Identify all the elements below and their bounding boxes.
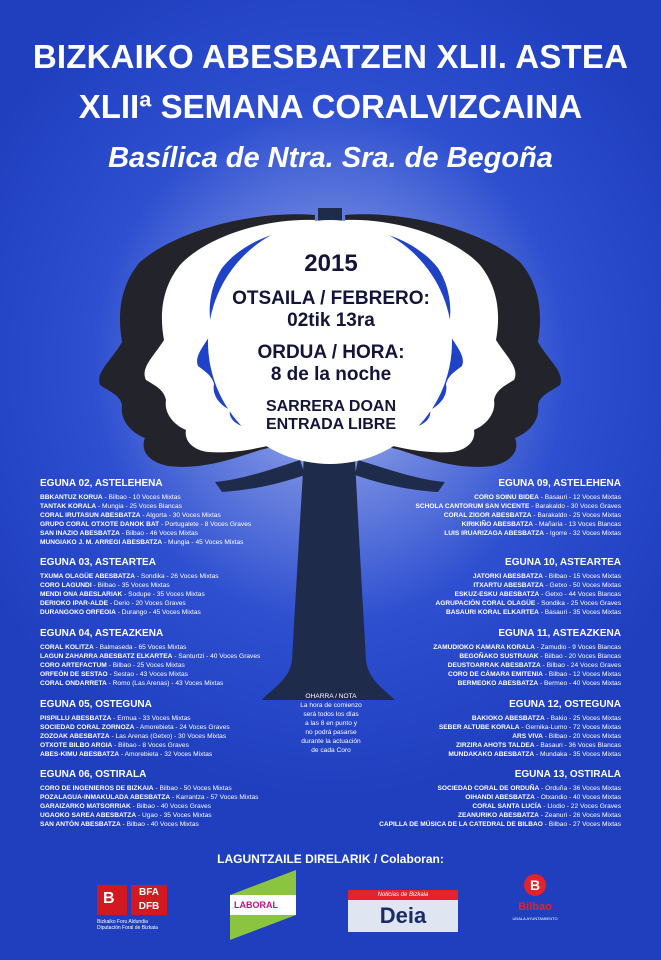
choir-row: BEGOÑAKO SUSTRAIAK - Bilbao - 20 Voces Blancas: [459, 653, 621, 661]
note-line: La hora de comienzo: [300, 702, 362, 709]
choir-row: DERIOKO IPAR-ALDE - Derio - 20 Voces Graves: [40, 600, 186, 608]
day-heading: EGUNA 11, ASTEAZKENA: [498, 628, 621, 639]
choir-row: CORO ARTEFACTUM - Bilbao - 25 Voces Mixtas: [40, 662, 185, 670]
choir-row: CORAL KOLITZA - Balmaseda - 65 Voces Mixtas: [40, 644, 187, 651]
choir-row: SAN INAZIO ABESBATZA - Bilbao - 46 Voces Mixtas: [40, 530, 198, 538]
laboral-label-box: LABORAL: [230, 895, 296, 915]
choir-row: DEUSTOARRAK ABESBATZA - Bilbao - 24 Voces Graves: [447, 662, 621, 670]
choir-row: POZALAGUA-INMAKULADA ABESBATZA - Karrantza - 57 Voces Mixtas: [40, 794, 259, 802]
bilbao-logo: [510, 874, 560, 944]
bilbao-name: Bilbao: [518, 901, 552, 913]
event-dates: 02tik 13ra: [287, 310, 375, 331]
bilbao-subtitle: UDALA AYUNTAMIENTO: [512, 916, 558, 921]
choir-row: KIRIKIÑO ABESBATZA - Mañaria - 13 Voces Blancas: [461, 521, 621, 529]
laboral-kutxa-logo: [230, 870, 296, 940]
note-line: de cada Coro: [311, 747, 351, 754]
choir-row: MUNDAKAKO ABESBATZA - Mundaka - 35 Voces Mixtas: [448, 751, 621, 759]
choir-row: LAGUN ZAHARRA ABESBATZ ELKARTEA - Santurtzi - 40 Voces Graves: [40, 653, 261, 661]
day-heading: EGUNA 06, OSTIRALA: [40, 769, 147, 780]
choir-row: ITXARTU ABESBATZA - Getxo - 50 Voces Mixtas: [473, 582, 621, 590]
day-block-02: [40, 478, 310, 548]
deia-tagline: Noticias de Bizkaia: [348, 890, 458, 900]
choir-row: AGRUPACIÓN CORAL OLAGÜE - Sondika - 25 Voces Graves: [435, 600, 621, 608]
choir-row: ZAMUDIOKO KAMARA KORALA - Zamudio - 9 Voces Blancas: [433, 644, 621, 651]
choir-row: BBKANTUZ KORUA - Bilbao - 10 Voces Mixtas: [40, 494, 181, 501]
choir-row: UGAOKO SAREA ABESBATZA - Ugao - 35 Voces Mixtas: [40, 812, 212, 820]
choir-row: OIHANDI ABESBATZA - Otxandio - 40 Voces Mixtas: [465, 794, 621, 802]
choir-row: CORAL ONDARRETA - Romo (Las Arenas) - 43 Voces Mixtas: [40, 680, 224, 688]
choir-row: ABES-KIMU ABESBATZA - Amorebieta - 32 Voces Mixtas: [40, 751, 213, 759]
event-year: 2015: [304, 250, 358, 277]
choir-row: MENDI ONA ABESLARIAK - Sodupe - 35 Voces Mixtas: [40, 591, 205, 599]
day-heading: EGUNA 09, ASTELEHENA: [498, 478, 621, 489]
deia-logo: [348, 890, 458, 932]
choir-row: SOCIEDAD CORAL DE ORDUÑA - Orduña - 36 Voces Mixtas: [437, 785, 621, 792]
note-line: durante la actuación: [301, 738, 361, 745]
day-heading: EGUNA 03, ASTEARTEA: [40, 557, 156, 568]
collaborators-heading: LAGUNTZAILE DIRELARIK / Colaboran:: [217, 852, 444, 866]
title-line-1: BIZKAIKO ABESBATZEN XLII. ASTEA: [32, 38, 629, 75]
choir-row: JATORKI ABESBATZA - Bilbao - 15 Voces Mixtas: [472, 573, 621, 580]
choir-row: TANTAK KORALA - Mungia - 25 Voces Blancas: [40, 503, 182, 511]
choir-row: TXUMA OLAGÜE ABESBATZA - Sondika - 26 Voces Mixtas: [40, 573, 219, 580]
choir-row: BAKIOKO ABESBATZA - Bakio - 25 Voces Mixtas: [471, 715, 621, 722]
deia-name: Deia: [348, 900, 458, 932]
bfa-mark-icon: B: [97, 885, 127, 915]
note-line: será todos los días: [303, 711, 359, 718]
day-heading: EGUNA 10, ASTEARTEA: [505, 557, 621, 568]
choir-row: GARAIZARKO MATSORRIAK - Bilbao - 40 Voces Graves: [40, 803, 211, 811]
choir-row: ZOZOAK ABESBATZA - Las Arenas (Getxo) - 30 Voces Mixtas: [40, 733, 227, 741]
free-entry-basque: SARRERA DOAN: [265, 398, 397, 415]
note-heading: OHARRA / NOTA: [305, 693, 357, 700]
day-block-04: [40, 628, 310, 688]
title-venue: Basílica de Ntra. Sra. de Begoña: [108, 142, 553, 174]
day-heading: EGUNA 05, OSTEGUNA: [40, 699, 152, 710]
month-label: OTSAILA / FEBRERO:: [232, 288, 430, 309]
choir-row: CORAL IRUTASUN ABESBATZA - Algorta - 30 Voces Mixtas: [40, 512, 221, 520]
choir-row: GRUPO CORAL OTXOTE DANOK BAT - Portugalete - 8 Voces Graves: [40, 521, 252, 529]
choir-row: SCHOLA CANTORUM SAN VICENTE - Barakaldo - 30 Voces Graves: [415, 503, 621, 511]
choir-row: MUNGIAKO J. M. ARREGI ABESBATZA - Mungia - 45 Voces Mixtas: [40, 539, 244, 547]
choir-row: BERMEOKO ABESBATZA - Bermeo - 40 Voces Mixtas: [457, 680, 621, 688]
choir-row: SEBER ALTUBE KORALA - Gernika-Lumo - 72 Voces Mixtas: [438, 724, 621, 732]
day-block-09: [351, 478, 621, 538]
choir-row: LUIS IRUARIZAGA ABESBATZA - Igorre - 32 Voces Mixtas: [444, 530, 621, 538]
day-block-06: [40, 769, 310, 829]
time-label: ORDUA / HORA:: [257, 342, 405, 363]
bfa-dfb-logo: [97, 885, 167, 937]
day-heading: EGUNA 04, ASTEAZKENA: [40, 628, 164, 639]
choir-row: BASAURI KORAL ELKARTEA - Basauri - 35 Voces Mixtas: [445, 609, 621, 617]
event-time: 8 de la noche: [270, 364, 392, 385]
choir-row: CORAL SANTA LUCÍA - Llodio - 22 Voces Graves: [472, 803, 621, 811]
bfa-subtitle: Bizkaiko Foru Aldundia Diputación Foral de Bizkaia: [97, 919, 158, 931]
choir-row: CORO DE CÁMARA EMITENIA - Bilbao - 12 Voces Mixtas: [447, 671, 621, 679]
center-info: [215, 240, 447, 434]
day-block-03: [40, 557, 310, 617]
choir-row: ARS VIVA - Bilbao - 20 Voces Mixtas: [512, 733, 621, 741]
choir-row: CORAL ZIGOR ABESBATZA - Barakaldo - 25 Voces Mixtas: [443, 512, 621, 520]
day-block-10: [351, 557, 621, 617]
day-block-11: [351, 628, 621, 688]
note-line: no podrá pasarse: [305, 729, 357, 736]
choir-row: ZEANURIKO ABESBATZA - Zeanuri - 26 Voces Mixtas: [457, 812, 621, 820]
day-block-05: [40, 699, 310, 759]
choir-row: ESKUZ-ESKU ABESBATZA - Getxo - 44 Voces Blancas: [454, 591, 621, 599]
bfa-code: BFA DFB: [131, 885, 167, 915]
day-heading: EGUNA 13, OSTIRALA: [514, 769, 621, 780]
choir-row: ZIRZIRA AHOTS TALDEA - Basauri - 36 Voces Blancas: [455, 742, 621, 750]
choir-row: CAPILLA DE MÚSICA DE LA CATEDRAL DE BILBAO - Bilbao - 27 Voces Mixtas: [379, 821, 621, 829]
day-block-12: [351, 699, 621, 759]
title-line-2: XLIIª SEMANA CORALVIZCAINA: [78, 88, 583, 125]
choir-row: DURANGOKO ORFEOIA - Durango - 45 Voces Mixtas: [40, 609, 201, 617]
schedule-note: [284, 692, 378, 755]
day-block-13: [351, 769, 621, 829]
free-entry-spanish: ENTRADA LIBRE: [265, 416, 397, 433]
day-heading: EGUNA 12, OSTEGUNA: [509, 699, 621, 710]
day-heading: EGUNA 02, ASTELEHENA: [40, 478, 163, 489]
choir-row: OTXOTE BILBO ARGIA - Bilbao - 8 Voces Graves: [40, 742, 189, 750]
choir-row: ORFEÓN DE SESTAO - Sestao - 43 Voces Mixtas: [40, 671, 188, 679]
bilbao-mark-icon: B: [524, 874, 546, 896]
choir-row: CORO SOINU BIDEA - Basauri - 12 Voces Mixtas: [474, 494, 621, 501]
choir-row: PISPILLU ABESBATZA - Ermua - 33 Voces Mixtas: [40, 715, 191, 722]
choir-row: CORO LAGUNDI - Bilbao - 35 Voces Mixtas: [40, 582, 170, 590]
choir-row: SAN ANTÓN ABESBATZA - Bilbao - 40 Voces Mixtas: [40, 821, 199, 829]
note-line: a las 8 en punto y: [304, 720, 358, 727]
choir-row: SOCIEDAD CORAL ZORNOZA - Amorebieta - 24 Voces Graves: [40, 724, 230, 732]
choir-row: CORO DE INGENIEROS DE BIZKAIA - Bilbao - 50 Voces Mixtas: [40, 785, 232, 792]
